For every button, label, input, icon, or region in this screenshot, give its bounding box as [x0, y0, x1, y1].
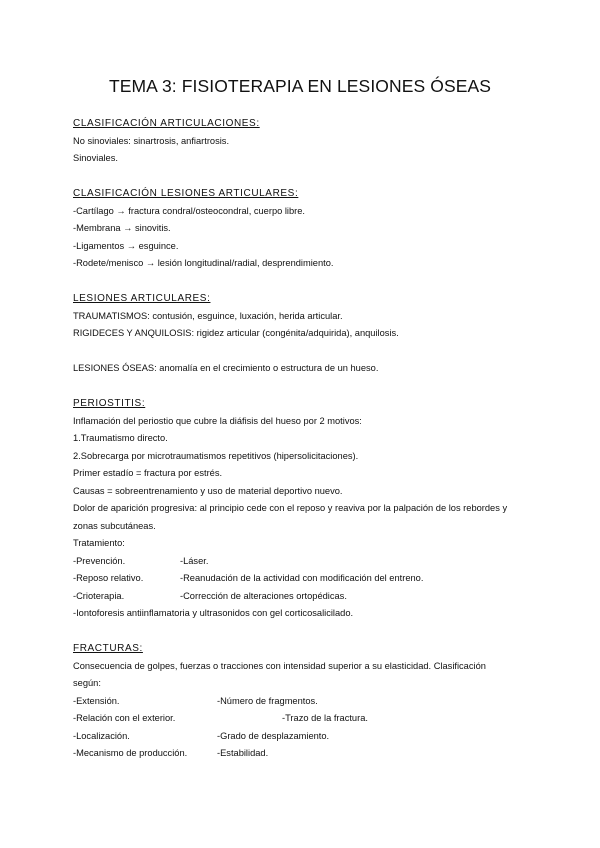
text-line: Inflamación del periostio que cubre la diáfisis del hueso por 2 motivos:: [73, 415, 362, 426]
text-line: -Cartílago → fractura condral/osteocondral, cuerpo libre.: [73, 205, 306, 216]
text-line: -Iontoforesis antiinflamatoria y ultrasonidos con gel corticosalicilado.: [73, 608, 354, 618]
list-item-right: -Trazo de la fractura.: [282, 713, 368, 723]
list-item: [73, 553, 560, 571]
text-line: 2.Sobrecarga por microtraumatismos repetitivos (hipersolicitaciones).: [73, 450, 359, 461]
section-heading-clasificacion-lesiones: CLASIFICACIÓN LESIONES ARTICULARES:: [73, 188, 299, 199]
section-heading-clasificacion-articulaciones: CLASIFICACIÓN ARTICULACIONES:: [73, 118, 260, 129]
text-line: -Membrana → sinovitis.: [73, 223, 171, 233]
text-line: Primer estadío = fractura por estrés.: [73, 468, 223, 478]
text-line: RIGIDECES Y ANQUILOSIS: rigidez articular (congénita/adquirida), anquilosis.: [73, 328, 399, 338]
list-item-right: -Número de fragmentos.: [217, 695, 318, 706]
list-item-left: -Extensión.: [73, 695, 120, 706]
list-item-right: -Láser.: [180, 555, 209, 566]
text-paragraph: Dolor de aparición progresiva: al principio cede con el reposo y reaviva por la palpación de los rebordes y zonas subcutáneas.: [73, 503, 508, 531]
list-item-left: -Localización.: [73, 730, 130, 741]
text-line: LESIONES ÓSEAS: anomalía en el crecimiento o estructura de un hueso.: [73, 363, 379, 373]
page-title: TEMA 3: FISIOTERAPIA EN LESIONES ÓSEAS: [108, 76, 492, 96]
list-item: [73, 570, 560, 588]
list-item: [73, 728, 560, 746]
text-line: -Rodete/menisco → lesión longitudinal/radial, desprendimiento.: [73, 258, 334, 268]
text-line: Sinoviales.: [73, 153, 118, 163]
section-heading-fracturas: FRACTURAS:: [73, 643, 143, 654]
section-heading-lesiones-articulares: LESIONES ARTICULARES:: [73, 293, 211, 304]
list-item-left: -Crioterapia.: [73, 590, 125, 601]
list-item: [73, 745, 560, 763]
text-line: TRAUMATISMOS: contusión, esguince, luxación, herida articular.: [73, 310, 343, 321]
list-item-left: -Relación con el exterior.: [73, 713, 176, 723]
list-item-left: -Reposo relativo.: [73, 573, 144, 583]
list-item-right: -Estabilidad.: [217, 748, 269, 758]
text-line: Causas = sobreentrenamiento y uso de material deportivo nuevo.: [73, 485, 343, 496]
list-item-left: -Prevención.: [73, 555, 126, 566]
text-paragraph: Consecuencia de golpes, fuerzas o tracciones con intensidad superior a su elasticidad. Clasificación según:: [73, 660, 486, 688]
list-item: [73, 693, 560, 711]
list-item-left: -Mecanismo de producción.: [73, 748, 188, 758]
section-heading-periostitis: PERIOSTITIS:: [73, 398, 146, 409]
text-line: Tratamiento:: [73, 538, 125, 548]
text-line: 1.Traumatismo directo.: [73, 433, 168, 443]
list-item-right: -Grado de desplazamiento.: [217, 730, 330, 741]
list-item-right: -Corrección de alteraciones ortopédicas.: [180, 590, 347, 601]
list-item: [73, 710, 560, 728]
text-line: -Ligamentos → esguince.: [73, 240, 179, 251]
list-item: [73, 588, 560, 606]
text-line: No sinoviales: sinartrosis, anfiartrosis.: [73, 135, 230, 146]
list-item-right: -Reanudación de la actividad con modificación del entreno.: [180, 573, 424, 583]
